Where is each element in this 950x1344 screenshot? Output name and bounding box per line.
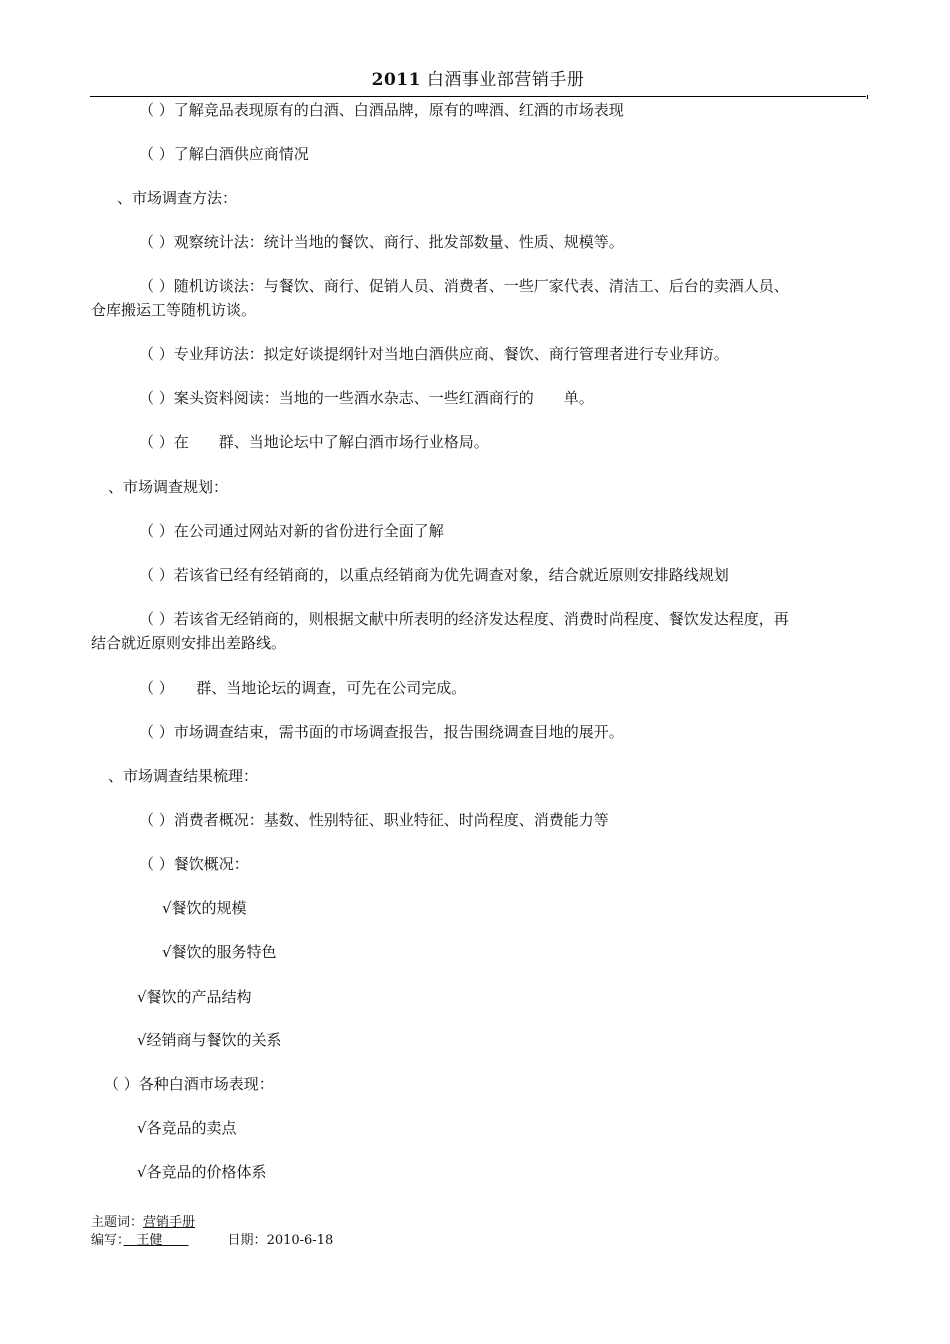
header-title: 白酒事业部营销手册: [426, 70, 585, 90]
body-line: （ ）了解竞品表现原有的白酒、白酒品牌，原有的啤酒、红酒的市场表现: [139, 101, 624, 119]
body-line: （ ）餐饮概况：: [139, 855, 249, 873]
body-line: （ ）各种白酒市场表现：: [104, 1075, 274, 1093]
section-heading: 、市场调查方法：: [117, 189, 238, 207]
body-line: （ ）观察统计法：统计当地的餐饮、商行、批发部数量、性质、规模等。: [139, 233, 624, 251]
header-year: 2011: [371, 70, 421, 90]
author-value: 王健: [123, 1233, 189, 1248]
body-line-continued: 结合就近原则安排出差路线。: [91, 634, 287, 652]
body-line-continued: 仓库搬运工等随机访谈。: [91, 301, 257, 319]
body-line: （ ）专业拜访法：拟定好谈提纲针对当地白酒供应商、餐饮、商行管理者进行专业拜访。: [139, 345, 729, 363]
checklist-item: √各竞品的卖点: [137, 1119, 237, 1137]
footer-author-row: [91, 1232, 333, 1250]
checklist-item: √经销商与餐饮的关系: [137, 1031, 282, 1049]
page-footer: [91, 1214, 333, 1250]
body-line: （ ） 群、当地论坛的调查，可先在公司完成。: [139, 679, 467, 697]
header-rule-end: [867, 95, 868, 99]
page-header: [90, 68, 866, 97]
keyword-label: 主题词：: [91, 1215, 144, 1230]
body-line: （ ）案头资料阅读：当地的一些酒水杂志、一些红酒商行的 单。: [139, 389, 594, 407]
checklist-item: √餐饮的产品结构: [137, 988, 252, 1006]
author-label: 编写：: [91, 1233, 124, 1248]
body-line: （ ）消费者概况：基数、性别特征、职业特征、时尚程度、消费能力等: [139, 811, 609, 829]
keyword-value: 营销手册: [143, 1215, 196, 1230]
date-value: 2010-6-18: [266, 1233, 334, 1248]
body-line: （ ）若该省已经有经销商的，以重点经销商为优先调查对象，结合就近原则安排路线规划: [139, 566, 729, 584]
page-title: [372, 70, 585, 90]
body-line: （ ）在公司通过网站对新的省份进行全面了解: [139, 522, 444, 540]
section-heading: 、市场调查结果梳理：: [108, 767, 259, 785]
checklist-item: √各竞品的价格体系: [137, 1163, 267, 1181]
body-line: （ ）随机访谈法：与餐饮、商行、促销人员、消费者、一些厂家代表、清洁工、后台的卖酒人员、: [139, 277, 789, 295]
body-line: （ ）在 群、当地论坛中了解白酒市场行业格局。: [139, 433, 489, 451]
checklist-item: √餐饮的规模: [162, 899, 247, 917]
date-label: 日期：: [227, 1233, 267, 1248]
body-line: （ ）若该省无经销商的，则根据文献中所表明的经济发达程度、消费时尚程度、餐饮发达程度，再: [139, 610, 789, 628]
body-line: （ ）了解白酒供应商情况: [139, 145, 309, 163]
section-heading: 、市场调查规划：: [108, 478, 229, 496]
body-line: （ ）市场调查结束，需书面的市场调查报告，报告围绕调查目地的展开。: [139, 723, 624, 741]
checklist-item: √餐饮的服务特色: [162, 943, 277, 961]
footer-keyword-row: [91, 1214, 333, 1232]
